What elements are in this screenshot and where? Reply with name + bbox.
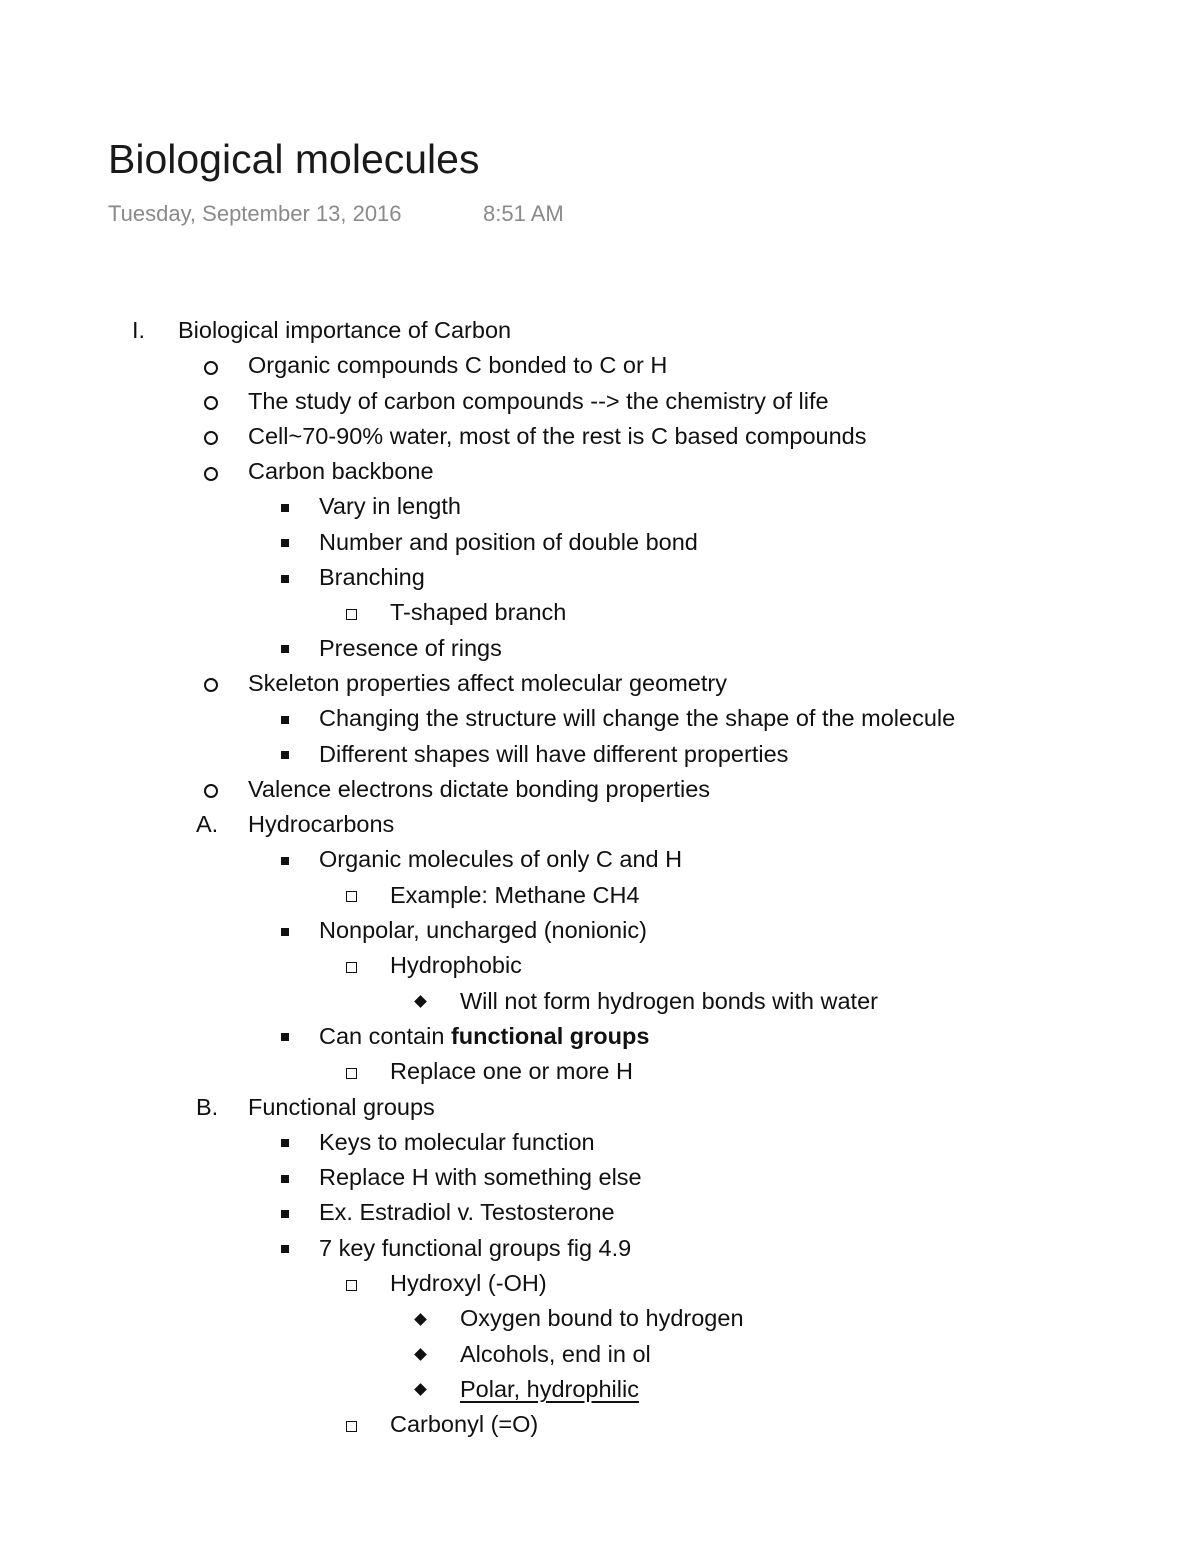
hollow-square-bullet-icon (346, 1407, 357, 1442)
outline-text: Number and position of double bond (319, 528, 698, 555)
letter-marker: B. (196, 1093, 219, 1120)
outline-text: Ex. Estradiol v. Testosterone (319, 1199, 615, 1226)
outline-item (0, 384, 1200, 419)
outline-text: Replace H with something else (319, 1164, 642, 1191)
outline-item (0, 701, 1200, 736)
outline-text: Carbon backbone (248, 458, 434, 485)
diamond-bullet-icon (416, 984, 425, 1019)
hollow-square-bullet-icon (346, 878, 357, 913)
notes-outline (0, 313, 1200, 1443)
diamond-bullet-icon (416, 1301, 425, 1336)
page-time: 8:51 AM (483, 201, 564, 226)
outline-item (0, 1337, 1200, 1372)
outline-item (0, 1266, 1200, 1301)
outline-text: Cell~70-90% water, most of the rest is C based compounds (248, 422, 867, 449)
outline-text: Hydrophobic (390, 952, 522, 979)
circle-bullet-icon (204, 419, 218, 454)
outline-item (0, 842, 1200, 877)
outline-item (0, 419, 1200, 454)
page-date: Tuesday, September 13, 2016 (108, 201, 402, 226)
outline-text: Different shapes will have different properties (319, 740, 789, 767)
outline-text: Valence electrons dictate bonding properties (248, 775, 711, 802)
outline-item (0, 737, 1200, 772)
outline-text: Replace one or more H (390, 1058, 633, 1085)
square-bullet-icon (281, 842, 289, 877)
square-bullet-icon (281, 1125, 289, 1160)
square-bullet-icon (281, 525, 289, 560)
outline-item (0, 666, 1200, 701)
outline-item (0, 913, 1200, 948)
square-bullet-icon (281, 560, 289, 595)
outline-text: Organic molecules of only C and H (319, 846, 683, 873)
outline-text: Presence of rings (319, 634, 502, 661)
outline-item (0, 1231, 1200, 1266)
square-bullet-icon (281, 701, 289, 736)
outline-item (0, 1301, 1200, 1336)
outline-text: Example: Methane CH4 (390, 881, 640, 908)
page-title: Biological molecules (108, 136, 480, 182)
outline-text: Oxygen bound to hydrogen (460, 1305, 744, 1332)
circle-bullet-icon (204, 348, 218, 383)
square-bullet-icon (281, 489, 289, 524)
circle-bullet-icon (204, 772, 218, 807)
outline-item (0, 984, 1200, 1019)
roman-numeral-marker: I. (132, 317, 146, 343)
outline-text-bold: functional groups (450, 1022, 650, 1049)
hollow-square-bullet-icon (346, 595, 357, 630)
outline-text: Hydroxyl (-OH) (390, 1270, 547, 1297)
outline-item (0, 454, 1200, 489)
outline-item (0, 1195, 1200, 1230)
outline-item (0, 772, 1200, 807)
diamond-bullet-icon (416, 1372, 425, 1407)
outline-text: Hydrocarbons (248, 811, 395, 838)
outline-text: Keys to molecular function (319, 1128, 595, 1155)
outline-text: T-shaped branch (390, 599, 567, 626)
outline-text: Changing the structure will change the shape of the molecule (319, 705, 956, 732)
outline-item (0, 631, 1200, 666)
square-bullet-icon (281, 1019, 289, 1054)
outline-text: Functional groups (248, 1093, 435, 1120)
square-bullet-icon (281, 1231, 289, 1266)
outline-item (0, 1407, 1200, 1442)
outline-text: Vary in length (319, 493, 461, 520)
outline-item (0, 1090, 1200, 1125)
circle-bullet-icon (204, 454, 218, 489)
outline-text (319, 1019, 649, 1054)
outline-text: Organic compounds C bonded to C or H (248, 352, 668, 379)
outline-text: Biological importance of Carbon (178, 317, 512, 343)
outline-text: Branching (319, 564, 425, 591)
circle-bullet-icon (204, 384, 218, 419)
outline-text: Alcohols, end in ol (460, 1340, 651, 1367)
outline-item (0, 560, 1200, 595)
outline-item (0, 1160, 1200, 1195)
outline-text: Nonpolar, uncharged (nonionic) (319, 917, 647, 944)
circle-bullet-icon (204, 666, 218, 701)
outline-item (0, 1372, 1200, 1407)
square-bullet-icon (281, 737, 289, 772)
diamond-bullet-icon (416, 1337, 425, 1372)
page-meta (108, 199, 564, 229)
outline-text: Skeleton properties affect molecular geometry (248, 669, 727, 696)
hollow-square-bullet-icon (346, 1266, 357, 1301)
outline-text: Carbonyl (=O) (390, 1411, 539, 1438)
outline-item (0, 595, 1200, 630)
outline-item (0, 807, 1200, 842)
outline-item (0, 948, 1200, 983)
outline-text-underlined: Polar, hydrophilic (460, 1375, 639, 1402)
outline-item (0, 489, 1200, 524)
square-bullet-icon (281, 1160, 289, 1195)
outline-item (0, 1019, 1200, 1054)
letter-marker: A. (196, 811, 219, 838)
hollow-square-bullet-icon (346, 1054, 357, 1089)
outline-item (0, 878, 1200, 913)
square-bullet-icon (281, 631, 289, 666)
outline-item (0, 313, 1200, 348)
outline-text: The study of carbon compounds --> the chemistry of life (248, 387, 829, 414)
outline-text: Will not form hydrogen bonds with water (460, 987, 878, 1014)
square-bullet-icon (281, 1195, 289, 1230)
outline-text-plain: Can contain (319, 1022, 451, 1049)
outline-item (0, 1125, 1200, 1160)
square-bullet-icon (281, 913, 289, 948)
outline-text: 7 key functional groups fig 4.9 (319, 1234, 632, 1261)
outline-item (0, 1054, 1200, 1089)
outline-item (0, 525, 1200, 560)
outline-item (0, 348, 1200, 383)
hollow-square-bullet-icon (346, 948, 357, 983)
